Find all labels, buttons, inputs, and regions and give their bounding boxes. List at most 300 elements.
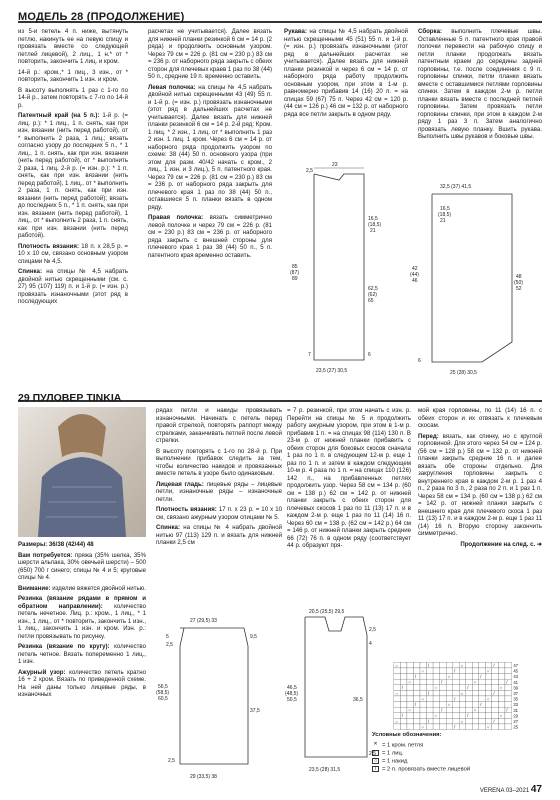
chart-cell	[446, 679, 453, 685]
dim-label: 2,5	[369, 627, 376, 633]
chart-cell	[466, 679, 473, 685]
heading: Правая полочка:	[148, 214, 204, 221]
chart-cell	[498, 668, 505, 674]
chart-symbol: ○	[421, 696, 425, 702]
chart-cell	[485, 690, 492, 696]
chart-cell	[472, 702, 479, 708]
schematic-body-28	[284, 160, 414, 380]
m29-column-1	[18, 541, 146, 781]
chart-cell	[407, 690, 414, 696]
chart-symbol: ○	[460, 662, 464, 668]
chart-cell	[466, 696, 473, 702]
dim-label: 60,5	[158, 696, 168, 702]
dim-label: 52	[516, 286, 522, 292]
heading: Ажурный узор:	[18, 668, 66, 676]
chart-row-label: 35	[513, 696, 519, 702]
chart-cell	[472, 696, 479, 702]
chart-symbol: ○	[486, 668, 490, 674]
chart-cell	[420, 707, 427, 713]
chart-cell	[433, 690, 440, 696]
dim-label: 48	[516, 274, 522, 280]
chart-cell	[407, 718, 414, 724]
chart-cell	[498, 696, 505, 702]
heading: Внимание:	[18, 584, 51, 592]
chart-cell	[400, 702, 407, 708]
chart-cell	[459, 679, 466, 685]
chart-cell	[498, 702, 505, 708]
sweater-illustration	[18, 407, 146, 537]
paragraph: на спицы № 4,5 набрать двойной нитью скрещенными 45 (51) 55 п. и 1-й р. (= изн. р.) провязать изнаночными (этот ряд в дальнейших расчетах не учитывается). Далее вязать для нижней планки резинкой и через 6 см = 14 р. от наборного ряда работу продолжить основным узором, при этом в 1-м р. равномерно прибавив 14 (16) 20 п. = на спицах 59 (67) 75 п. Через 42 см = 120 р. (44 см = 126 р.) 46 см = 132 р. от наборного ряда все петли закрыть в одном ряду.	[284, 28, 408, 118]
chart-cell	[427, 674, 434, 680]
chart-cell	[505, 668, 512, 674]
chart-cell	[440, 696, 447, 702]
chart-cell	[433, 668, 440, 674]
chart-cell	[498, 674, 505, 680]
chart-cell	[446, 685, 453, 691]
paragraph: на спицы № 4,5 набрать двойной нитью скрещенными 43 (49) 55 п. и 1-й р. (= изн. р.) провязать изнаночными (этот ряд в дальнейших расчетах не учитывается). Далее вязать для нижней планки резинкой 6 см = 14 р. 2-й ряд: Кром. 1 лиц. * 2 изн., 1 лиц. от * выполнить 1 раз 2 изн. 1 лиц. 1 кром. Через 6 см = 14 р. от наборного ряда продолжить узором по схеме: 38 (44) 50 п. основного узора (при этом для разм. 40/42 начать с кром., 2 лиц., 1 изн. и 3 лиц.), 5 п. патентного края. Через 79 см = 226 р. (81 см = 230 р.) 83 см = 236 р. от наборного ряда закрыть для плечевого края 1 раз по 38 (44) 50 п., оставшиеся 5 п. планки вязать в одном ряду.	[148, 83, 272, 211]
heading: Плотность вязания:	[156, 506, 217, 513]
chart-row-label: 29	[513, 713, 519, 719]
paragraph: 18 п. х 28,5 р. = 10 х 10 см, связано основным узором спицами № 4,5.	[18, 242, 128, 265]
chart-cell	[413, 696, 420, 702]
chart-cell	[459, 696, 466, 702]
chart-cell	[505, 685, 512, 691]
chart-cell	[466, 668, 473, 674]
chart-cell	[492, 679, 499, 685]
chart-cell	[479, 724, 486, 730]
chart-symbol: /	[454, 724, 456, 730]
paragraph: вязать, как спинку, но с круглой горловиной. Для этого через 54 см = 124 р. (56 см = 128 р.) 58 см = 132 р. от нижней планки закрыть средние 16 п. и далее вязать обе стороны отдельно. Для закругления горловины закрыть с внутреннего края в каждом 2-м р. 1 раз 4 п., 2 раза по 3 п., 2 раза по 2 п. и 1 раз 1 п. Через 58 см = 134 р. (60 см = 138 р.) 62 см = 142 р. от нижней планки закрыть с внешнего края для плечевого скоса 1 раз 11 (13) 17 п. и в каждом 2-м р. еще 1 раз 11 (14) 16 п. Вторую сторону закончить симметрично.	[418, 432, 542, 537]
dim-label: (18,5)	[368, 222, 382, 228]
chart-cell	[420, 685, 427, 691]
chart-cell	[420, 713, 427, 719]
chart-cell	[485, 679, 492, 685]
chart-cell	[413, 679, 420, 685]
section-header-29	[18, 388, 542, 402]
sweater-photo	[18, 407, 146, 537]
chart-cell	[472, 690, 479, 696]
chart-cell	[479, 718, 486, 724]
chart-cell	[505, 724, 512, 730]
chart-symbol: ○	[434, 685, 438, 691]
chart-cell	[446, 718, 453, 724]
chart-cell	[420, 662, 427, 668]
chart-cell	[413, 724, 420, 730]
chart-symbol: ○	[447, 674, 451, 680]
chart-row-label: 27	[513, 719, 519, 724]
chart-cell	[492, 668, 499, 674]
dim-label: 85	[292, 264, 298, 270]
chart-cell	[466, 702, 473, 708]
dim-label: 2,5	[168, 758, 175, 764]
chart-cell	[446, 724, 453, 730]
chart-symbol: ○	[499, 713, 503, 719]
section-title: 29 ПУЛОВЕР TINKIA	[18, 392, 122, 404]
dim-label: 2,5	[166, 642, 173, 648]
chart-symbol: ○	[447, 702, 451, 708]
chart-cell	[459, 702, 466, 708]
chart-symbol: ○	[499, 685, 503, 691]
chart-cell	[459, 668, 466, 674]
paragraph: вязать симметрично левой полочке и через 79 см = 226 р. (81 см = 230 р.) 83 см = 236 р. от наборного ряда закрыть с внешней стороны для плечевого края 1 раз 38 (44) 50 п., 5 п. патентного края временно оставить.	[148, 214, 272, 259]
page-number: 47	[530, 784, 542, 795]
dim-label: 89	[292, 276, 298, 282]
chart-cell	[394, 713, 401, 719]
chart-symbol: ○	[395, 718, 398, 724]
chart-cell	[440, 718, 447, 724]
chart-cell	[479, 713, 486, 719]
chart-cell	[498, 724, 505, 730]
chart-symbol: ○	[473, 707, 477, 713]
paragraph: 1-й р. (= лиц. р.): * 1 лиц., 1 п. снять, как при изн. вязании (нить перед работой), от * выполнить 2 раза, 1 лиц.; вязать согласно узору до последних 5 п., * 1 лиц., 1 п. снять, как при изн. вязании (нить перед работой), от * выполнить 2 раза, 1 лиц. 2-й р. (= изн. р.): * 1 п. снять, как при изн. вязании (нить перед работой), 1 лиц., от * выполнить 2 раза, 1 п. снять, как при изн. вязании (нить перед работой); вязать до последних 5 п., * 1 п. снять, как при изн. вязании (нить перед работой), 1 лиц., от * выполнить 2 раза, 1 п. снять, как при изн. вязании (нить перед работой).	[18, 112, 128, 239]
chart-cell	[440, 685, 447, 691]
chart-row-label: 39	[513, 685, 519, 691]
paragraph: = 7 р. резинкой, при этом начать с изн. р. Перейти на спицы № 5 и продолжить работу ажурным узором, при этом в 1-м р. прибавив 1 п. = на спицах 98 (114) 130 п. В 23-м р. от нижней планки прибавить с обеих сторон для боковых скосов сначала 1 раз по 1 п. в следующем 12-м р. еще 1 раз по 1 п. и затем в каждом следующем 10-м р. 4 раза по 1 п. = на спицах 110 (126) 142 п., на прибавленных петлях продолжить узор. Через 58 см = 134 р. (60 см = 138 р.) 62 см = 142 р. от нижней планки закрыть с обеих сторон для плечевых скосов 1 раз по 11 (13) 17 п. и в каждом 2-м р. еще 1 раз по 11 (14) 16 п. Через 60 см = 138 р. (62 см = 142 р.) 64 см = 146 р. от нижней планки закрыть средние 66 (72) 76 п. в одном ряду (соответствует 44 р. образуют пря-	[287, 407, 411, 549]
edge-stitch-icon: ✕	[373, 740, 378, 747]
chart-cell	[453, 690, 460, 696]
section-title: МОДЕЛЬ 28 (ПРОДОЛЖЕНИЕ)	[18, 11, 185, 23]
chart-cell	[466, 662, 473, 668]
chart-cell	[453, 662, 460, 668]
legend	[372, 732, 542, 774]
dim-label: 42	[412, 266, 418, 272]
chart-symbol: /	[428, 662, 430, 668]
chart-cell	[485, 707, 492, 713]
paragraph: расчетах не учитывается). Далее вязать для нижней планки резинкой 6 см = 14 р. (2 ряда) и продолжить основным узором. Через 79 см = 226 р. (81 см = 230 р.) 83 см = 236 р. от наборного ряда закрыть с обеих сторон для плечевых краев 1 раз по 38 (44) 50 п., средние 19 п. временно оставить.	[148, 28, 272, 80]
chart-symbol: /	[493, 662, 495, 668]
chart-cell	[505, 702, 512, 708]
chart-cell	[400, 690, 407, 696]
chart-cell	[413, 718, 420, 724]
legend-title: Условные обозначения:	[372, 732, 442, 738]
chart-cell	[485, 713, 492, 719]
chart-cell	[505, 674, 512, 680]
chart-cell	[466, 707, 473, 713]
chart-cell	[492, 707, 499, 713]
paragraph: мой края горловины, по 11 (14) 16 п. с обеих сторон и их отвязать к плечевым скосам.	[418, 407, 542, 429]
chart-cell	[427, 668, 434, 674]
chart-symbol: /	[506, 707, 508, 713]
chart-symbol: ○	[408, 707, 411, 713]
chart-cell	[453, 718, 460, 724]
paragraph: пряжа (35% шелка, 35% шерсти альпака, 30% овечьей шерсти) – 500 (650) 700 г синего; спицы № 4 и 5; круговые спицы № 4.	[18, 551, 146, 581]
chart-cell	[407, 685, 414, 691]
dim-label: 16,5	[368, 216, 378, 222]
dim-label: 21	[370, 228, 376, 234]
m29-column-3	[287, 407, 411, 602]
chart-cell	[427, 696, 434, 702]
dim-label: (18,5)	[438, 212, 452, 218]
chart-cell	[407, 662, 414, 668]
chart-cell	[453, 713, 460, 719]
chart-cell	[420, 702, 427, 708]
chart-cell	[446, 668, 453, 674]
outline	[314, 174, 364, 360]
knitting-chart	[392, 658, 532, 732]
chart-cell	[433, 674, 440, 680]
chart-cell	[400, 662, 407, 668]
chart-cell	[394, 668, 401, 674]
chart-symbol: /	[493, 718, 495, 724]
dim-label: 7	[308, 352, 311, 358]
chart-symbol: /	[467, 713, 469, 719]
paragraph: 17 п. х 23 р. = 10 х 10 см, связано ажурным узором спицами № 5.	[156, 506, 282, 521]
chart-symbol: ○	[395, 690, 398, 696]
chart-cell	[400, 707, 407, 713]
outline	[180, 628, 248, 764]
arrow-icon: ➜	[536, 540, 542, 548]
chart-cell	[427, 707, 434, 713]
chart-cell	[459, 707, 466, 713]
heading: Резинка (вязание рядами в прямом и обратном направлении):	[18, 595, 146, 610]
yarn-over-icon: ○	[373, 757, 378, 764]
chart-cell	[440, 724, 447, 730]
chart-cell	[400, 718, 407, 724]
paragraph: выполнить плечевые швы. Оставленные 5 п. патентного края правой полочки перевести на рабочую спицу и петли планки продолжать вязать патентным краем до середины задней горловины, т.е. после соединения с 9 п. горловины спинки, петли планки вязать вместе с оставшимися петлями горловины спинки. Затем в каждом 2-м р. петли планки вязать вместе с последней петлей горловины. Затем провязать петли горловины спинки, при этом в каждом 2-м ряду 1 раз 3 п. Затем аналогично провязать левую планку. Вшить рукава. Выполнить швы рукавов и боковые швы.	[418, 28, 542, 140]
heading: Плотность вязания:	[18, 242, 80, 250]
chart-cell	[400, 668, 407, 674]
dim-label: 62,5	[368, 286, 378, 292]
chart-symbol: /	[441, 679, 443, 685]
chart-cell	[400, 679, 407, 685]
dim-label: 27 (29,5) 33	[190, 618, 217, 624]
heading: Перед:	[418, 432, 439, 440]
chart-cell	[472, 685, 479, 691]
chart-cell	[440, 662, 447, 668]
legend-item: ○ = 1 накид	[373, 757, 408, 765]
chart-cell	[427, 702, 434, 708]
sweater	[38, 457, 126, 537]
paragraph: из 5-и петель 4 п. ниже, вытянуть петлю, накинуть ее на левую спицу и провязать вместе со следующей петлей лицевой), 2 лиц., 1 н.* от * повторить, закончить 1 лиц. и кром.	[18, 28, 128, 65]
chart-cell	[472, 724, 479, 730]
chart-symbol: /	[480, 674, 482, 680]
paragraph: количество петель четное. Вязать попеременно 1 лиц., 1 изн.	[18, 643, 146, 665]
chart-cell	[440, 674, 447, 680]
chart-cell	[440, 702, 447, 708]
chart-cell	[485, 718, 492, 724]
chart-cell	[479, 668, 486, 674]
chart-cell	[413, 668, 420, 674]
m28-column-4	[418, 28, 542, 193]
chart-cell	[394, 696, 401, 702]
chart-cell	[433, 702, 440, 708]
dim-label: 6	[418, 358, 421, 364]
chart-cell	[446, 690, 453, 696]
chart-cell	[394, 702, 401, 708]
chart-cell	[466, 724, 473, 730]
chart-cell	[407, 713, 414, 719]
chart-cell	[407, 702, 414, 708]
chart-cell	[492, 685, 499, 691]
knit-icon	[372, 750, 379, 756]
chart-cell	[446, 662, 453, 668]
dim-label: 23,5 (27) 30,5	[316, 368, 348, 374]
m28-column-3	[284, 28, 408, 154]
chart-cell	[440, 713, 447, 719]
chart-cell	[407, 696, 414, 702]
dim-label: (58,5)	[156, 690, 170, 696]
chart-symbol: ○	[473, 679, 477, 685]
chart-cell	[459, 713, 466, 719]
dim-label: 9,5	[250, 634, 257, 640]
chart-cell	[420, 679, 427, 685]
chart-symbol: /	[506, 679, 508, 685]
chart-row-label: 43	[513, 674, 519, 680]
paragraph: количество петель нечетное. Лиц. р.: кром., 1 лиц., * 1 изн., 1 лиц., от * повторить, закончить 1 изн., 1 лиц., закончить 1 изн. и кром. Изн. р.: петли провязывать по рисунку.	[18, 602, 146, 640]
chart-symbol: /	[401, 685, 404, 691]
chart-cell	[453, 707, 460, 713]
chart-cell	[427, 713, 434, 719]
dim-label: 56,5	[158, 684, 168, 690]
legend-item: ✕ = 1 кром. петля	[373, 740, 424, 749]
chart-symbol: ○	[395, 662, 398, 668]
chart-cell	[498, 679, 505, 685]
chart-cell	[505, 662, 512, 668]
chart-cell	[433, 707, 440, 713]
chart-row-label: 47	[513, 663, 519, 668]
chart-cell	[505, 718, 512, 724]
chart-cell	[492, 713, 499, 719]
chart-cell	[505, 690, 512, 696]
m28-column-1	[18, 28, 128, 383]
chart-symbol: /	[480, 702, 482, 708]
chart-cell	[498, 690, 505, 696]
chart-row-label: 31	[513, 707, 519, 713]
dim-label: 32,5 (37) 41,5	[440, 184, 472, 190]
chart-cell	[433, 679, 440, 685]
dim-label: (87)	[290, 270, 299, 276]
dim-label: 46	[412, 278, 418, 284]
chart-cell	[453, 702, 460, 708]
dim-label: 16,5	[440, 206, 450, 212]
chart-cell	[427, 724, 434, 730]
continued-note: Продолжение на след. с.	[460, 540, 536, 548]
chart-cell	[459, 685, 466, 691]
chart-cell	[472, 668, 479, 674]
chart-cell	[413, 662, 420, 668]
dim-label: 23,5 (28) 31,5	[309, 767, 341, 773]
chart-cell	[492, 674, 499, 680]
chart-cell	[498, 707, 505, 713]
dim-label: 2,5	[369, 751, 376, 757]
chart-cell	[400, 696, 407, 702]
dim-label: (44)	[410, 272, 419, 278]
chart-cell	[413, 707, 420, 713]
chart-cell	[498, 718, 505, 724]
k2tog-icon: /	[372, 766, 379, 772]
chart-symbol: ○	[460, 718, 464, 724]
chart-cell	[479, 690, 486, 696]
brand: VERENA 03–2021	[479, 788, 530, 794]
paragraph: на спицы № 4 набрать двойной нитью 97 (113) 129 п. и вязать для нижней планки 2,5 см	[156, 524, 282, 546]
chart-cell	[394, 724, 401, 730]
chart-cell	[427, 685, 434, 691]
chart-cell	[407, 724, 414, 730]
page-footer	[480, 784, 542, 795]
chart-symbol: /	[493, 690, 495, 696]
chart-cell	[485, 662, 492, 668]
chart-symbol: ○	[434, 713, 438, 719]
dim-label: 37,5	[250, 708, 260, 714]
chart-cell	[479, 662, 486, 668]
dim-label: 21	[440, 218, 446, 224]
dim-label: (48,5)	[285, 691, 299, 697]
paragraph: лицевые ряды – лицевые петли, изнаночные ряды – изнаночные петли.	[156, 480, 282, 503]
chart-cell	[394, 674, 401, 680]
chart-cell	[420, 690, 427, 696]
chart-cell	[400, 674, 407, 680]
chart-cell	[420, 718, 427, 724]
chart-cell	[492, 724, 499, 730]
chart-cell	[413, 690, 420, 696]
chart-symbol: ○	[486, 724, 490, 730]
chart-cell	[433, 718, 440, 724]
outline	[305, 617, 367, 757]
heading: Вам потребуется:	[18, 551, 73, 559]
chart-cell	[472, 718, 479, 724]
chart-cell	[479, 696, 486, 702]
chart-row-label: 45	[513, 668, 519, 674]
dim-label: 23	[332, 162, 338, 168]
dim-label: 25 (28) 30,5	[450, 370, 477, 376]
legend-item: = 1 лиц.	[372, 750, 542, 758]
chart-symbol: ○	[486, 696, 490, 702]
chart-symbol: /	[454, 668, 456, 674]
chart-cell	[427, 679, 434, 685]
dim-label: 5	[166, 634, 169, 640]
chart-symbol: /	[414, 674, 417, 680]
chart-cell	[485, 702, 492, 708]
chart-row-label: 41	[513, 679, 519, 685]
chart-cell	[440, 668, 447, 674]
heading: Сборка:	[418, 28, 442, 35]
dim-label: 36,5	[353, 697, 363, 703]
chart-cell	[440, 690, 447, 696]
chart-cell	[479, 679, 486, 685]
chart-cell	[433, 696, 440, 702]
paragraph: на спицы № 4,5 набрать двойной нитью скрещенными (см. с. 27) 95 (107) 119) п. и 1-й р. (= изн. р.) провязать изнаночными (этот ряд в последующих	[18, 268, 128, 305]
chart-cell	[466, 690, 473, 696]
chart-cell	[492, 696, 499, 702]
chart-cell	[394, 679, 401, 685]
chart-cell	[407, 674, 414, 680]
m29-column-4	[418, 407, 542, 655]
chart-cell	[407, 668, 414, 674]
chart-cell	[459, 674, 466, 680]
dim-label: (62)	[368, 292, 377, 298]
heading: Патентный край (на 5 п.):	[18, 112, 100, 119]
chart-symbol: /	[428, 690, 430, 696]
chart-cell	[413, 713, 420, 719]
dim-label: 6	[368, 352, 371, 358]
dim-label: 50,5	[287, 697, 297, 703]
paragraph: количество петель кратно 16 + 2 кром. Вязать по приведенной схеме. На ней даны только лицевые ряды, в изнаночных	[18, 668, 146, 698]
chart-cell	[446, 713, 453, 719]
dim-label: 2,5	[306, 168, 313, 174]
paragraph: В высоту повторять с 1-го по 28-й р. При выполнении прибавок следить за тем, чтобы количество накидов и провязанных вместе петель в узоре было одинаковым.	[156, 447, 282, 477]
chart-cell	[479, 685, 486, 691]
heading: Спинка:	[156, 524, 180, 531]
chart-symbol: ○	[408, 679, 411, 685]
chart-cell	[498, 662, 505, 668]
m29-column-2	[156, 407, 282, 612]
chart-cell	[453, 679, 460, 685]
chart-row-label: 37	[513, 691, 519, 696]
schematic-back-29	[150, 612, 280, 784]
heading: Спинка:	[18, 268, 42, 275]
m28-column-2	[148, 28, 272, 383]
chart-cell	[394, 685, 401, 691]
